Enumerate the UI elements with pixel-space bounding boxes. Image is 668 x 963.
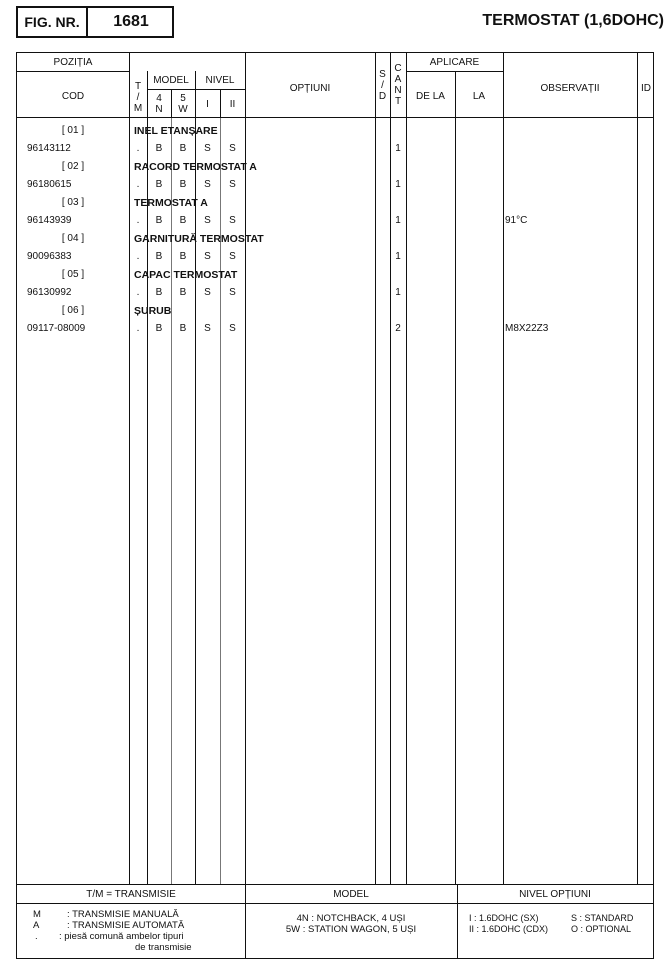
row-nivel-1: S [204, 215, 211, 226]
row-part-name: CAPAC TERMOSTAT [134, 269, 238, 281]
legend-tm-a-key: A [33, 920, 40, 931]
row-quantity: 2 [395, 323, 401, 334]
row-model-5w: B [179, 287, 187, 298]
row-nivel-2: S [229, 323, 236, 334]
col-divider [147, 71, 148, 884]
row-quantity: 1 [395, 179, 401, 190]
col-divider [245, 53, 246, 884]
legend-nivel-2: II : 1.6DOHC (CDX) [469, 924, 549, 934]
row-part-code: 96180615 [27, 179, 72, 190]
header-nivel-1: I [206, 99, 209, 110]
row-nivel-1: S [204, 287, 211, 298]
legend-model-5w: 5W : STATION WAGON, 5 UȘI [285, 924, 417, 935]
header-bottom-line [17, 117, 653, 118]
row-nivel-2: S [229, 251, 236, 262]
row-model-4n: B [155, 287, 163, 298]
header-id: ID [641, 83, 651, 94]
header-nivel: NIVEL [205, 75, 235, 86]
legend-tm-title: T/M = TRANSMISIE [86, 889, 176, 900]
header-cod: COD [61, 91, 85, 102]
row-tm: . [136, 215, 140, 226]
legend-model-4n: 4N : NOTCHBACK, 4 UȘI [296, 913, 406, 924]
row-quantity: 1 [395, 143, 401, 154]
legend-tm-dot-value: : piesă comună ambelor tipuri [59, 931, 184, 942]
fig-label: FIG. NR. [18, 6, 88, 38]
col-divider [195, 71, 196, 884]
header-model-4n: 4 N [155, 93, 163, 115]
row-observation: 91°C [505, 215, 528, 226]
legend-tm-a-value: : TRANSMISIE AUTOMATĂ [67, 920, 185, 931]
header-observatii: OBSERVAȚII [540, 83, 600, 94]
col-divider [390, 53, 391, 884]
footer-title-line [17, 903, 653, 904]
row-part-code: 90096383 [27, 251, 72, 262]
row-position: [ 03 ] [61, 197, 85, 208]
fig-number: 1681 [113, 13, 149, 30]
row-model-5w: B [179, 251, 187, 262]
legend-tm-m-key: M [33, 909, 41, 920]
row-part-name: RACORD TERMOSTAT A [134, 161, 257, 173]
row-position: [ 06 ] [61, 305, 85, 316]
row-nivel-2: S [229, 143, 236, 154]
header-sd: S / D [378, 69, 387, 102]
legend-tm-dot-value-2: de transmisie [135, 942, 192, 953]
row-observation: M8X22Z3 [505, 323, 549, 334]
header-pozitia: POZIȚIA [53, 57, 93, 68]
header-model-5w: 5 W [178, 93, 188, 115]
col-divider [406, 53, 407, 884]
header-nivel-2: II [229, 99, 236, 110]
row-model-4n: B [155, 179, 163, 190]
row-tm: . [136, 287, 140, 298]
legend-tm-m-value: : TRANSMISIE MANUALĂ [67, 909, 179, 920]
row-divider [406, 71, 503, 72]
row-tm: . [136, 143, 140, 154]
header-cant: C A N T [394, 63, 402, 107]
header-model: MODEL [153, 75, 189, 86]
row-part-code: 09117-08009 [27, 323, 86, 334]
row-quantity: 1 [395, 287, 401, 298]
page-title: TERMOSTAT (1,6DOHC) [482, 12, 664, 29]
row-part-name: INEL ETANȘARE [134, 125, 218, 137]
legend-option-optional: O : OPTIONAL [571, 924, 632, 934]
header-la: LA [472, 91, 486, 102]
row-quantity: 1 [395, 251, 401, 262]
row-part-code: 96143112 [27, 143, 71, 154]
row-model-5w: B [179, 179, 187, 190]
header-de-la: DE LA [416, 91, 445, 102]
row-position: [ 02 ] [61, 161, 85, 172]
row-model-5w: B [179, 215, 187, 226]
row-nivel-1: S [204, 143, 211, 154]
col-divider [375, 53, 376, 884]
row-nivel-2: S [229, 179, 236, 190]
row-tm: . [136, 323, 140, 334]
legend-model-title: MODEL [333, 889, 369, 900]
header-optiuni: OPȚIUNI [289, 83, 331, 94]
row-model-5w: B [179, 323, 187, 334]
row-tm: . [136, 251, 140, 262]
row-position: [ 01 ] [61, 125, 85, 136]
row-part-name: ȘURUB [134, 305, 172, 317]
legend-nivel-1: I : 1.6DOHC (SX) [469, 913, 539, 923]
row-nivel-1: S [204, 251, 211, 262]
row-quantity: 1 [395, 215, 401, 226]
row-nivel-2: S [229, 287, 236, 298]
col-divider [503, 53, 504, 884]
col-divider [637, 53, 638, 884]
legend-nivel-title: NIVEL OPȚIUNI [519, 889, 591, 900]
legend-tm-dot-key: . [35, 931, 38, 942]
row-part-name: TERMOSTAT A [134, 197, 208, 209]
row-divider [17, 71, 129, 72]
row-model-4n: B [155, 215, 163, 226]
row-divider [147, 89, 245, 90]
row-part-code: 96130992 [27, 287, 72, 298]
col-divider [455, 71, 456, 884]
row-part-name: GARNITURĂ TERMOSTAT [134, 233, 264, 245]
col-divider [129, 53, 130, 884]
row-nivel-2: S [229, 215, 236, 226]
header-aplicare: APLICARE [429, 57, 480, 68]
header-tm: T / M [133, 81, 143, 114]
legend-option-standard: S : STANDARD [571, 913, 634, 923]
row-model-4n: B [155, 251, 163, 262]
row-position: [ 05 ] [61, 269, 85, 280]
row-position: [ 04 ] [61, 233, 85, 244]
row-part-code: 96143939 [27, 215, 72, 226]
footer-top-line [17, 884, 653, 885]
row-model-5w: B [179, 143, 187, 154]
parts-table [16, 52, 654, 959]
row-model-4n: B [155, 143, 163, 154]
row-nivel-1: S [204, 323, 211, 334]
row-tm: . [136, 179, 140, 190]
row-nivel-1: S [204, 179, 211, 190]
row-model-4n: B [155, 323, 163, 334]
